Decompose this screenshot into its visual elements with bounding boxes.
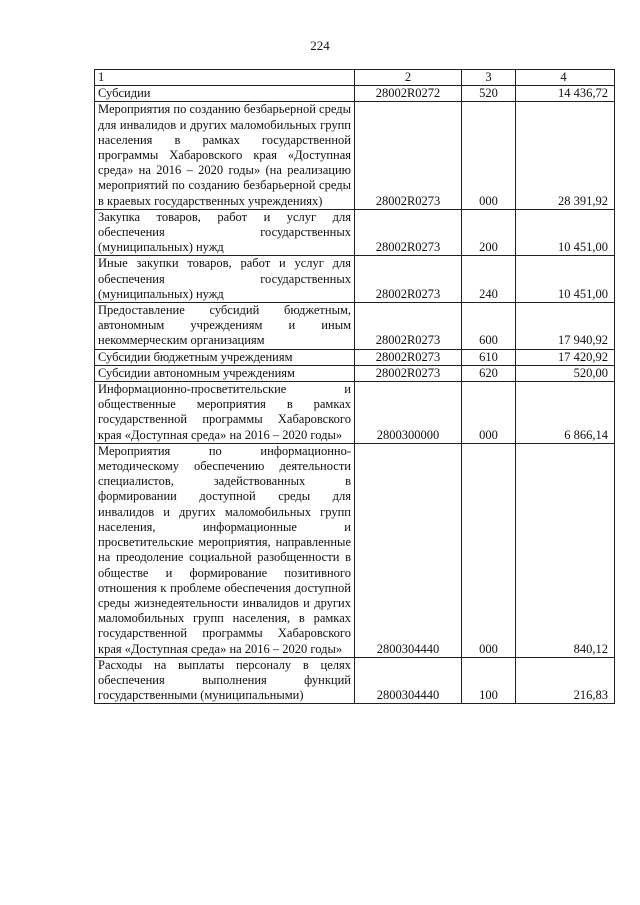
row-type: 200: [462, 209, 516, 256]
column-header-4: 4: [516, 70, 615, 86]
row-type: 620: [462, 365, 516, 381]
row-amount: 10 451,00: [516, 256, 615, 303]
column-header-1: 1: [95, 70, 355, 86]
row-code: 2800300000: [355, 382, 462, 444]
page-number: 224: [310, 38, 330, 53]
table-row: [95, 102, 615, 209]
row-name: Субсидии бюджетным учреждениям: [95, 349, 355, 365]
table-row: [95, 256, 615, 303]
column-header-2: 2: [355, 70, 462, 86]
row-name: Закупка товаров, работ и услуг для обеспечения государственных (муниципальных) нужд: [95, 209, 355, 256]
row-code: 28002R0273: [355, 256, 462, 303]
row-name: Информационно-просветительские и общественные мероприятия в рамках государственной программы Хабаровского края «Доступная среда» на 2016 – 2020 годы»: [95, 382, 355, 444]
row-amount: 17 940,92: [516, 303, 615, 350]
row-code: 28002R0272: [355, 86, 462, 102]
table-row: [95, 86, 615, 102]
row-type: 000: [462, 443, 516, 657]
row-name: Расходы на выплаты персоналу в целях обеспечения выполнения функций государственными (муниципальными): [95, 657, 355, 704]
row-type: 000: [462, 382, 516, 444]
table-row: [95, 349, 615, 365]
column-header-3: 3: [462, 70, 516, 86]
row-name: Предоставление субсидий бюджетным, автономным учреждениям и иным некоммерческим организациям: [95, 303, 355, 350]
row-code: 28002R0273: [355, 349, 462, 365]
table-row: [95, 443, 615, 657]
row-name: Иные закупки товаров, работ и услуг для обеспечения государственных (муниципальных) нужд: [95, 256, 355, 303]
row-amount: 840,12: [516, 443, 615, 657]
row-type: 100: [462, 657, 516, 704]
row-code: 2800304440: [355, 657, 462, 704]
row-name: Субсидии: [95, 86, 355, 102]
table-row: [95, 303, 615, 350]
row-code: 28002R0273: [355, 365, 462, 381]
row-type: 610: [462, 349, 516, 365]
row-code: 28002R0273: [355, 102, 462, 209]
row-amount: 28 391,92: [516, 102, 615, 209]
table-row: [95, 365, 615, 381]
row-amount: 216,83: [516, 657, 615, 704]
budget-table: [94, 69, 615, 704]
table-row: [95, 382, 615, 444]
row-amount: 10 451,00: [516, 209, 615, 256]
row-code: 28002R0273: [355, 303, 462, 350]
row-amount: 17 420,92: [516, 349, 615, 365]
row-amount: 6 866,14: [516, 382, 615, 444]
row-type: 520: [462, 86, 516, 102]
row-type: 240: [462, 256, 516, 303]
row-type: 600: [462, 303, 516, 350]
row-name: Мероприятия по созданию безбарьерной среды для инвалидов и других маломобильных групп населения в рамках государственной программы Хабаровского края «Доступная среда» на 2016 – 2020 годы» (на реализацию мероприятий по созданию безбарьерной среды в краевых государственных учреждениях): [95, 102, 355, 209]
row-name: Субсидии автономным учреждениям: [95, 365, 355, 381]
row-code: 2800304440: [355, 443, 462, 657]
row-amount: 520,00: [516, 365, 615, 381]
row-name: Мероприятия по информационно-методическому обеспечению деятельности специалистов, задействованных в формировании доступной среды для инвалидов и других маломобильных групп населения, информационные и просветительские мероприятия, направленные на преодоление социальной разобщенности в обществе и формирование позитивного отношения к проблеме обеспечения доступной среды жизнедеятельности инвалидов и других маломобильных групп населения, в рамках государственной программы Хабаровского края «Доступная среда» на 2016 – 2020 годы»: [95, 443, 355, 657]
row-type: 000: [462, 102, 516, 209]
table-row: [95, 209, 615, 256]
row-code: 28002R0273: [355, 209, 462, 256]
table-row: [95, 657, 615, 704]
row-amount: 14 436,72: [516, 86, 615, 102]
table-header-row: [95, 70, 615, 86]
